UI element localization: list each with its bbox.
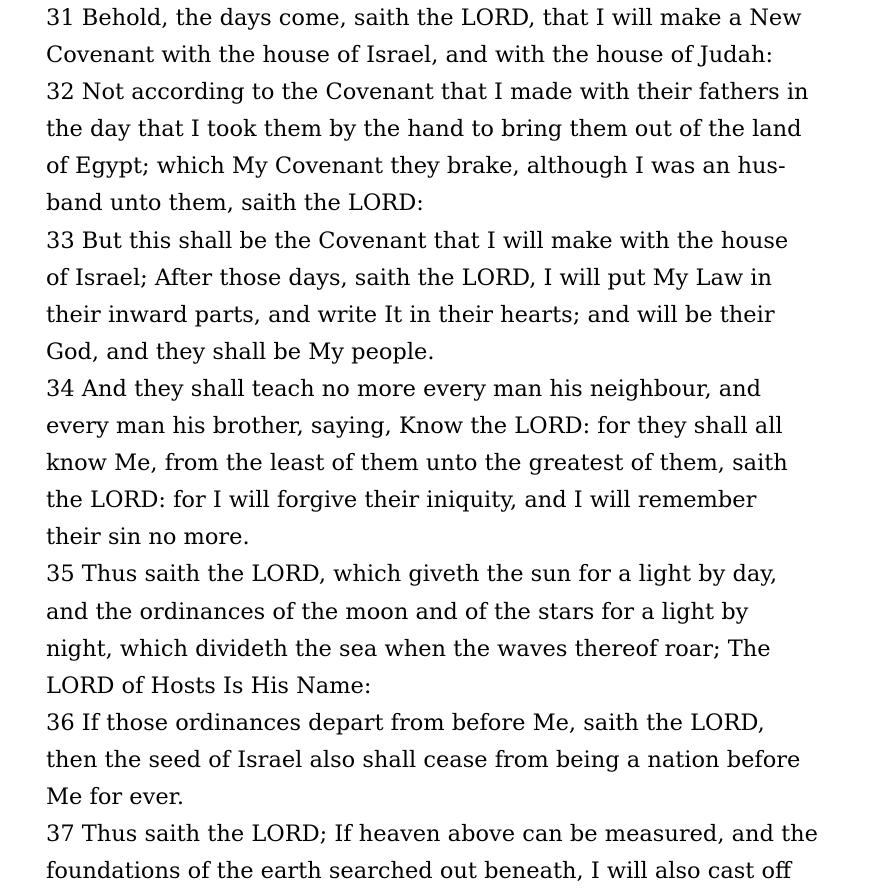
text-line: their sin no more.: [46, 524, 250, 551]
text-line: then the seed of Israel also shall cease from being a nation before: [46, 746, 801, 773]
text-line: every man his brother, saying, Know the LORD: for they shall all: [46, 413, 783, 440]
text-line: Covenant with the house of Israel, and with the house of Judah:: [46, 42, 774, 69]
text-line: 35 Thus saith the LORD, which giveth the sun for a light by day,: [46, 561, 778, 588]
text-line: of Israel; After those days, saith the LORD, I will put My Law in: [46, 264, 772, 291]
text-line: 36 If those ordinances depart from before Me, saith the LORD,: [46, 709, 765, 736]
text-line: LORD of Hosts Is His Name:: [46, 672, 372, 699]
text-line: 34 And they shall teach no more every man his neighbour, and: [46, 375, 762, 402]
text-line: God, and they shall be My people.: [46, 338, 435, 365]
text-line: 32 Not according to the Covenant that I made with their fathers in: [46, 79, 809, 106]
text-line: band unto them, saith the LORD:: [46, 190, 424, 217]
text-line: Me for ever.: [46, 783, 185, 810]
text-line: their inward parts, and write It in their hearts; and will be their: [46, 301, 775, 328]
text-line: foundations of the earth searched out beneath, I will also cast off: [46, 858, 792, 885]
scripture-text-block: [46, 0, 866, 890]
text-line: the day that I took them by the hand to bring them out of the land: [46, 116, 802, 143]
text-line: night, which divideth the sea when the waves thereof roar; The: [46, 635, 771, 662]
text-line: of Egypt; which My Covenant they brake, although I was an hus-: [46, 153, 786, 180]
text-line: know Me, from the least of them unto the greatest of them, saith: [46, 450, 788, 477]
text-line: 31 Behold, the days come, saith the LORD, that I will make a New: [46, 5, 802, 31]
text-line: 33 But this shall be the Covenant that I will make with the house: [46, 227, 789, 254]
text-line: the LORD: for I will forgive their iniquity, and I will remember: [46, 487, 757, 514]
text-line: and the ordinances of the moon and of the stars for a light by: [46, 598, 749, 625]
text-line: 37 Thus saith the LORD; If heaven above can be measured, and the: [46, 821, 818, 848]
